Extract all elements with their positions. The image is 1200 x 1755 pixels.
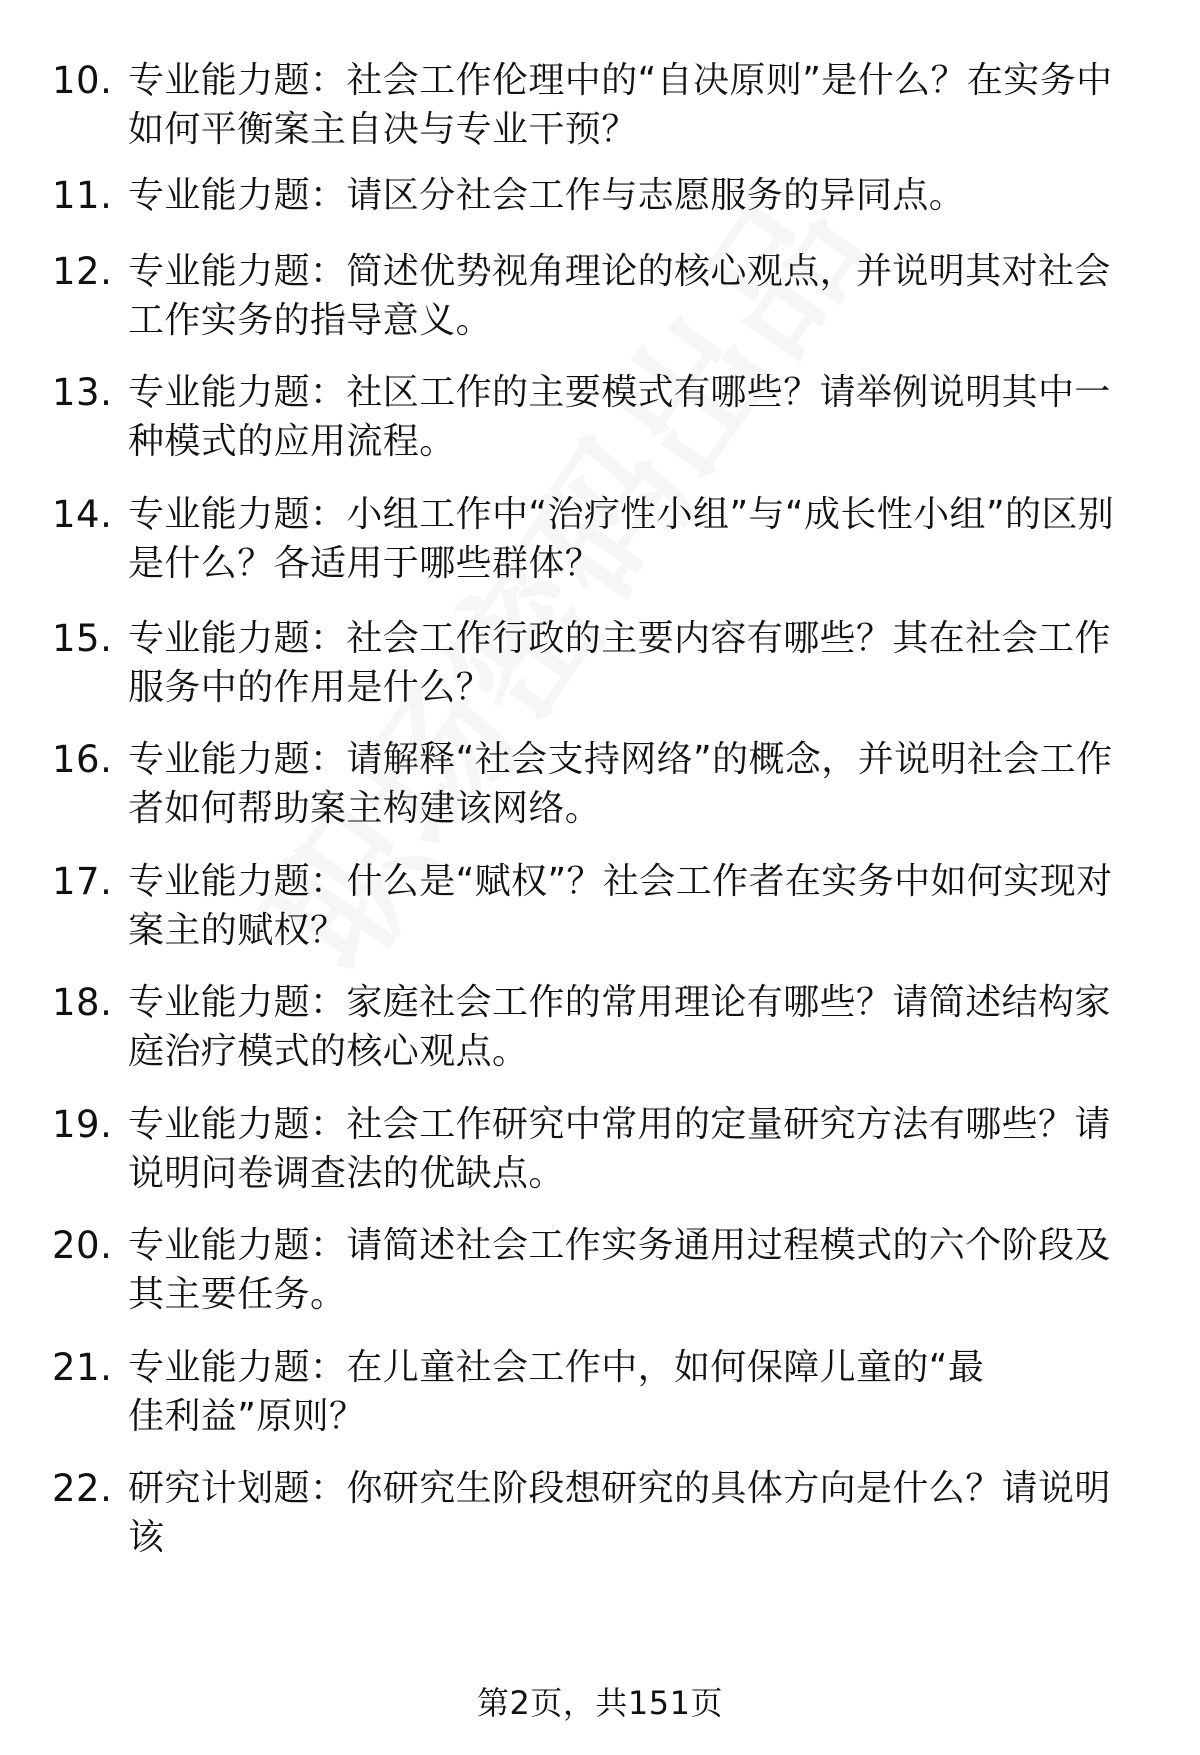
- question-text: 专业能力题：请解释“社会支持网络”的概念，并说明社会工作者如何帮助案主构建该网络。: [128, 739, 1113, 829]
- question-text: 研究计划题：你研究生阶段想研究的具体方向是什么？请说明该: [128, 1468, 1111, 1558]
- question-number: 12.: [52, 250, 113, 293]
- question-text: 专业能力题：请区分社会工作与志愿服务的异同点。: [128, 175, 966, 216]
- page-indicator: 第2页，共151页: [477, 1684, 723, 1722]
- question-number: 18.: [52, 981, 113, 1024]
- question-number: 10.: [52, 59, 113, 102]
- question-number: 11.: [52, 174, 113, 217]
- question-number: 20.: [52, 1224, 113, 1267]
- question-number: 21.: [52, 1346, 113, 1389]
- question-number: 19.: [52, 1103, 113, 1146]
- question-number: 16.: [52, 738, 113, 781]
- question-number: 22.: [52, 1467, 113, 1510]
- question-text: 专业能力题：家庭社会工作的常用理论有哪些？请简述结构家庭治疗模式的核心观点。: [128, 982, 1111, 1072]
- question-text: 专业能力题：社会工作行政的主要内容有哪些？其在社会工作服务中的作用是什么？: [128, 618, 1111, 708]
- question-text: 专业能力题：小组工作中“治疗性小组”与“成长性小组”的区别是什么？各适用于哪些群体？: [128, 494, 1115, 584]
- question-text: 专业能力题：社会工作伦理中的“自决原则”是什么？在实务中如何平衡案主自决与专业干预？: [128, 60, 1113, 150]
- question-text: 专业能力题：在儿童社会工作中，如何保障儿童的“最佳利益”原则？: [128, 1347, 985, 1437]
- question-text: 专业能力题：社区工作的主要模式有哪些？请举例说明其中一种模式的应用流程。: [128, 372, 1111, 462]
- question-text: 专业能力题：社会工作研究中常用的定量研究方法有哪些？请说明问卷调查法的优缺点。: [128, 1104, 1111, 1194]
- question-text: 专业能力题：请简述社会工作实务通用过程模式的六个阶段及其主要任务。: [128, 1225, 1111, 1315]
- question-number: 17.: [52, 860, 113, 903]
- question-text: 专业能力题：什么是“赋权”？社会工作者在实务中如何实现对案主的赋权？: [128, 861, 1113, 951]
- question-number: 14.: [52, 493, 113, 536]
- question-text: 专业能力题：简述优势视角理论的核心观点，并说明其对社会工作实务的指导意义。: [128, 251, 1111, 341]
- question-number: 15.: [52, 617, 113, 660]
- question-number: 13.: [52, 371, 113, 414]
